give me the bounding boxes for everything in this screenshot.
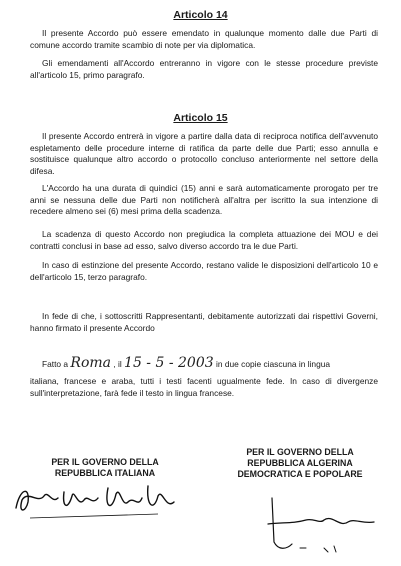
italy-signatory-block xyxy=(30,457,180,479)
algeria-handwritten-signature xyxy=(262,494,382,558)
article-15-paragraph-3: La scadenza di questo Accordo non pregiudica la completa attuazione dei MOU e dei contratti conclusi in base ad esso, salvo diverso accordo tra le due Parti. xyxy=(30,229,378,251)
article-15-paragraph-4: In caso di estinzione del presente Accordo, restano valide le disposizioni dell'articolo 10 e dell'articolo 15, terzo paragrafo. xyxy=(30,260,378,282)
handwritten-place: Roma xyxy=(70,355,111,371)
article-15-paragraph-2: L'Accordo ha una durata di quindici (15) anni e sarà automaticamente prorogato per tre anni se nessuna delle due Parti non notificherà all'altra per iscritto la sua intenzione di recedere almeno sei (6) mesi prima della scadenza. xyxy=(30,183,378,217)
algeria-line-1: PER IL GOVERNO DELLA xyxy=(246,447,354,457)
witness-clause: In fede di che, i sottoscritti Rappresentanti, debitamente autorizzati dai rispettivi Governi, hanno firmato il presente Accordo xyxy=(30,311,378,333)
article-14-paragraph-1: Il presente Accordo può essere emendato in qualunque momento dalle due Parti di comune accordo tramite scambio di note per via diplomatica. xyxy=(30,28,378,50)
fatto-suffix: in due copie ciascuna in lingua xyxy=(215,359,331,369)
italy-line-1: PER IL GOVERNO DELLA xyxy=(51,457,159,467)
fatto-prefix: Fatto a xyxy=(42,359,69,369)
article-14-paragraph-2: Gli emendamenti all'Accordo entreranno in vigore con le stesse procedure previste all'articolo 15, primo paragrafo. xyxy=(30,58,378,80)
article-14-title: Articolo 14 xyxy=(173,9,228,21)
article-15-paragraph-1: Il presente Accordo entrerà in vigore a partire dalla data di reciproca notifica dell'avvenuto espletamento delle procedure interne di ratifica da parte delle due Parti; esso annulla e sostituisce qualunque altro accordo o protocollo concluso anteriormente nel settore della difesa. xyxy=(30,131,378,176)
signing-place-date xyxy=(42,355,382,371)
algeria-signatory-block xyxy=(220,447,380,480)
algeria-line-3: DEMOCRATICA E POPOLARE xyxy=(237,469,363,479)
languages-clause: italiana, francese e araba, tutti i testi facenti ugualmente fede. In caso di divergenze sull'interpretazione, farà fede il testo in lingua francese. xyxy=(30,376,378,398)
italy-handwritten-signature xyxy=(8,478,188,528)
italy-line-2: REPUBBLICA ITALIANA xyxy=(54,468,156,478)
algeria-line-2: REPUBBLICA ALGERINA xyxy=(247,458,353,468)
fatto-comma-il: , il xyxy=(113,359,122,369)
handwritten-date: 15 - 5 - 2003 xyxy=(124,355,214,371)
article-15-title: Articolo 15 xyxy=(173,112,228,124)
